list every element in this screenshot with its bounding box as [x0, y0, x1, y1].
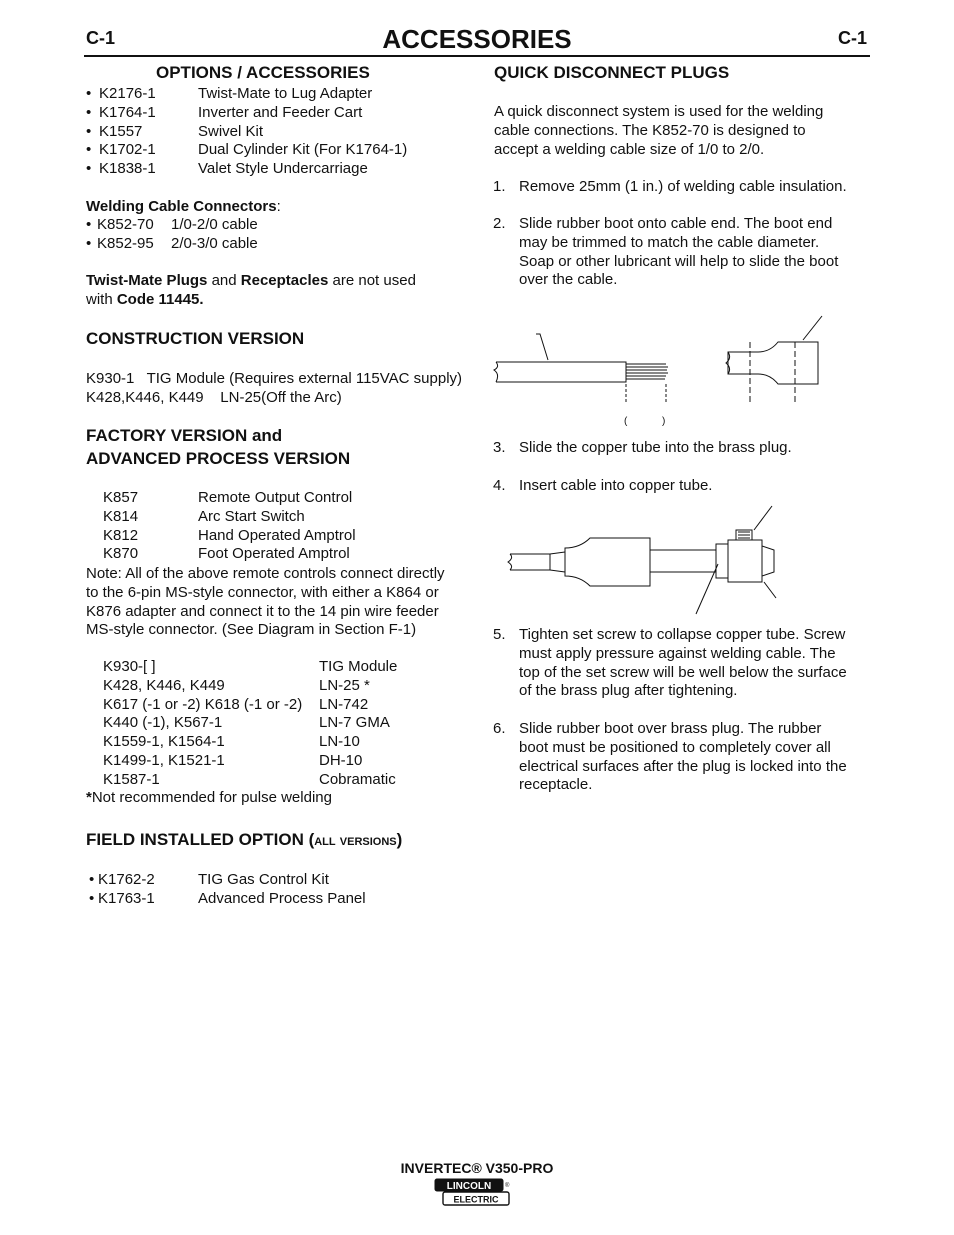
lincoln-electric-logo: [434, 1178, 510, 1206]
cable-boot-figure: [488, 312, 868, 432]
factory-heading-1: FACTORY VERSION and: [86, 426, 283, 445]
list-item: • K1838-1 Valet Style Undercarriage: [86, 160, 368, 178]
list-item: • K852-95 2/0-3/0 cable: [86, 234, 258, 252]
assembled-plug-figure: [500, 502, 800, 620]
list-item: K870 Foot Operated Amptrol: [103, 545, 350, 563]
logo-registered-mark: ®: [505, 1183, 510, 1189]
page-title: ACCESSORIES: [382, 24, 572, 54]
quick-heading: QUICK DISCONNECT PLUGS: [494, 63, 730, 82]
connectors-heading: Welding Cable Connectors:: [86, 198, 281, 215]
page-number-right: C-1: [838, 28, 868, 48]
list-item: • K1702-1 Dual Cylinder Kit (For K1764-1): [86, 141, 408, 159]
list-item: • K2176-1 Twist-Mate to Lug Adapter: [86, 85, 373, 102]
list-item: K1587-1 Cobramatic: [103, 770, 396, 788]
logo-text-top: LINCOLN: [446, 1181, 492, 1192]
connectors-list: [86, 216, 258, 254]
dimension-paren-close: ): [662, 416, 666, 427]
field-list: [89, 871, 366, 909]
list-item: • K1764-1 Inverter and Feeder Cart: [86, 103, 363, 121]
step-5: 5. Tighten set screw to collapse copper tube. Screw must apply pressure against welding cable. The top of the set screw will be well below the surface of the brass plug after tightening.: [493, 626, 847, 700]
list-item: K1499-1, K1521-1 DH-10: [103, 751, 363, 769]
twist-mate-note: Twist-Mate Plugs and Receptacles are not used with Code 11445.: [86, 272, 416, 308]
step-1: 1. Remove 25mm (1 in.) of welding cable insulation.: [493, 178, 847, 195]
field-heading: FIELD INSTALLED OPTION (all versions): [86, 830, 403, 849]
list-item: K814 Arc Start Switch: [103, 507, 305, 525]
step-2: 2. Slide rubber boot onto cable end. The boot end may be trimmed to match the cable diameter. Soap or other lubricant will help to slide the boot over the cable.: [493, 215, 839, 289]
options-heading: OPTIONS / ACCESSORIES: [156, 63, 370, 82]
step-4: 4. Insert cable into copper tube.: [493, 477, 713, 494]
pulse-footnote: *Not recommended for pulse welding: [86, 789, 332, 806]
list-item: K617 (-1 or -2) K618 (-1 or -2) LN-742: [103, 695, 369, 713]
list-item: • K1557 Swivel Kit: [86, 122, 264, 140]
list-item: K440 (-1), K567-1 LN-7 GMA: [103, 714, 390, 732]
list-item: K857 Remote Output Control: [103, 489, 353, 506]
factory-heading-2: ADVANCED PROCESS VERSION: [86, 449, 351, 468]
product-name: INVERTEC® V350-PRO: [400, 1160, 554, 1176]
header-rule: [84, 55, 870, 57]
construction-heading: CONSTRUCTION VERSION: [86, 329, 305, 348]
list-item: K930-[ ] TIG Module: [103, 658, 398, 675]
step-6: 6. Slide rubber boot over brass plug. The rubber boot must be positioned to completely cover all electrical surfaces after the plug is locked into the receptacle.: [493, 720, 847, 794]
quick-intro: A quick disconnect system is used for the welding cable connections. The K852-70 is designed to accept a welding cable size of 1/0 to 2/0.: [494, 103, 824, 158]
step-3: 3. Slide the copper tube into the brass plug.: [493, 439, 792, 456]
construction-text: K930-1 TIG Module (Requires external 115VAC supply) K428,K446, K449 LN-25(Off the Arc): [86, 370, 463, 406]
options-list: [86, 85, 407, 179]
logo-text-bottom: ELECTRIC: [453, 1194, 499, 1205]
dimension-paren-open: (: [624, 416, 628, 427]
list-item: K812 Hand Operated Amptrol: [103, 526, 356, 544]
remote-controls-list: [103, 489, 356, 564]
list-item: K1559-1, K1564-1 LN-10: [103, 733, 360, 751]
page-number-left: C-1: [86, 28, 116, 48]
list-item: • K1762-2 TIG Gas Control Kit: [89, 871, 329, 888]
modules-list: [103, 658, 397, 790]
list-item: K428, K446, K449 LN-25 *: [103, 676, 370, 694]
list-item: • K852-70 1/0-2/0 cable: [86, 216, 258, 233]
remote-controls-note: Note: All of the above remote controls connect directly to the 6-pin MS-style connector, with either a K864 or K876 adapter and connect it to the 14 pin wire feeder MS-style connector. (See Diagram in Section F-1): [86, 565, 445, 639]
list-item: • K1763-1 Advanced Process Panel: [89, 889, 366, 907]
